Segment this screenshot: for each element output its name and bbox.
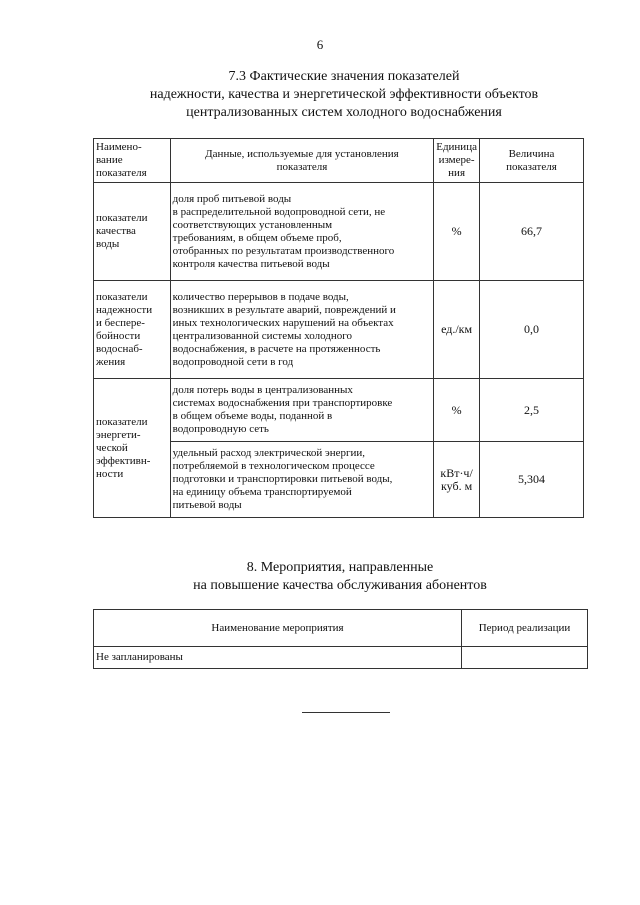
cell-text: питьевой воды [172, 499, 242, 511]
footer-divider [302, 712, 390, 713]
header-unit [434, 139, 480, 183]
cell-text: удельный расход электрической энергии, [172, 447, 366, 459]
cell-text: возникших в результате аварий, повреждений и [172, 303, 396, 316]
measure-name: Не запланированы [94, 647, 462, 669]
cell-text: водоснабжения, в расчете на протяженность [172, 342, 381, 355]
cell-text: централизованной системы холодного [172, 329, 353, 342]
cell-text: воды [96, 238, 120, 250]
title-line: 8. Мероприятия, направленные [246, 560, 434, 575]
header-measure: Наименование мероприятия [94, 610, 462, 647]
header-text: показателя [506, 160, 557, 173]
section-8-title [20, 559, 640, 595]
measures-table [93, 609, 588, 669]
table-row [94, 183, 584, 281]
header-text: Величина [508, 147, 555, 160]
indicator-value: 2,5 [479, 379, 583, 442]
cell-text: водоснаб- [96, 342, 143, 355]
indicator-name [94, 183, 171, 281]
cell-text: энергети- [96, 428, 141, 441]
indicator-value: 0,0 [479, 281, 583, 379]
cell-text: доля потерь воды в централизованных [172, 384, 353, 396]
title-line: на повышение качества обслуживания абонентов [193, 578, 487, 593]
table-header-row [94, 139, 584, 183]
indicator-data [170, 183, 434, 281]
header-text: вание [96, 154, 123, 166]
cell-text: системах водоснабжения при транспортировке [172, 397, 393, 409]
cell-text: потребляемой в технологическом процессе [172, 460, 375, 472]
table-row [94, 379, 584, 442]
cell-text: надежности [96, 303, 153, 316]
indicator-data [170, 442, 434, 518]
section-7-title [24, 68, 640, 122]
header-text: показателя [96, 167, 147, 179]
indicator-unit: % [434, 379, 480, 442]
header-name [94, 139, 171, 183]
header-value [479, 139, 583, 183]
header-text: Наимено- [96, 141, 142, 153]
cell-text: в распределительной водопроводной сети, не [172, 205, 386, 218]
header-text: показателя [276, 160, 328, 173]
indicator-name [94, 281, 171, 379]
header-text: Единица [436, 141, 477, 153]
header-text: измере- [438, 154, 475, 166]
cell-text: количество перерывов в подаче воды, [172, 290, 349, 303]
header-text: ния [448, 167, 466, 179]
cell-text: показатели [96, 212, 148, 224]
cell-text: кВт·ч/ [440, 465, 473, 480]
cell-text: куб. м [440, 478, 473, 493]
page-number: 6 [316, 37, 324, 52]
cell-text: доля проб питьевой воды [172, 192, 292, 205]
cell-text: соответствующих установленным [172, 218, 333, 231]
indicator-data [170, 281, 434, 379]
table-row [94, 647, 588, 669]
cell-text: и беспере- [96, 316, 145, 329]
indicator-unit: ед./км [434, 281, 480, 379]
cell-text: показатели [96, 290, 148, 303]
indicator-unit: % [434, 183, 480, 281]
cell-text: жения [96, 355, 126, 368]
table-row [94, 281, 584, 379]
cell-text: ности [96, 467, 124, 480]
title-line: надежности, качества и энергетической эффективности объектов [149, 87, 539, 102]
title-line: 7.3 Фактические значения показателей [228, 69, 460, 84]
cell-text: водопроводную сеть [172, 423, 269, 435]
measure-period [462, 647, 588, 669]
cell-text: качества [96, 225, 136, 237]
indicator-data [170, 379, 434, 442]
indicator-unit [434, 442, 480, 518]
cell-text: подготовки и транспортировки питьевой воды, [172, 473, 393, 485]
indicator-name [94, 379, 171, 518]
cell-text: в общем объеме воды, поданной в [172, 410, 333, 422]
indicators-table [93, 138, 584, 518]
header-text: Данные, используемые для установления [205, 147, 399, 160]
table-header-row [94, 610, 588, 647]
cell-text: эффективн- [96, 454, 151, 467]
cell-text: иных технологических нарушений на объектах [172, 316, 394, 329]
title-line: централизованных систем холодного водоснабжения [186, 105, 502, 120]
cell-text: на единицу объема транспортируемой [172, 486, 352, 498]
indicator-value: 66,7 [479, 183, 583, 281]
cell-text: показатели [96, 415, 148, 428]
cell-text: требованиям, в общем объеме проб, [172, 231, 342, 244]
cell-text: бойности [96, 329, 141, 342]
cell-text: отобранных по результатам производственного [172, 244, 395, 257]
indicator-value: 5,304 [479, 442, 583, 518]
cell-text: контроля качества питьевой воды [172, 257, 330, 270]
header-data [170, 139, 434, 183]
cell-text: водопроводной сети в год [172, 355, 294, 368]
cell-text: ческой [96, 441, 128, 454]
header-period: Период реализации [462, 610, 588, 647]
